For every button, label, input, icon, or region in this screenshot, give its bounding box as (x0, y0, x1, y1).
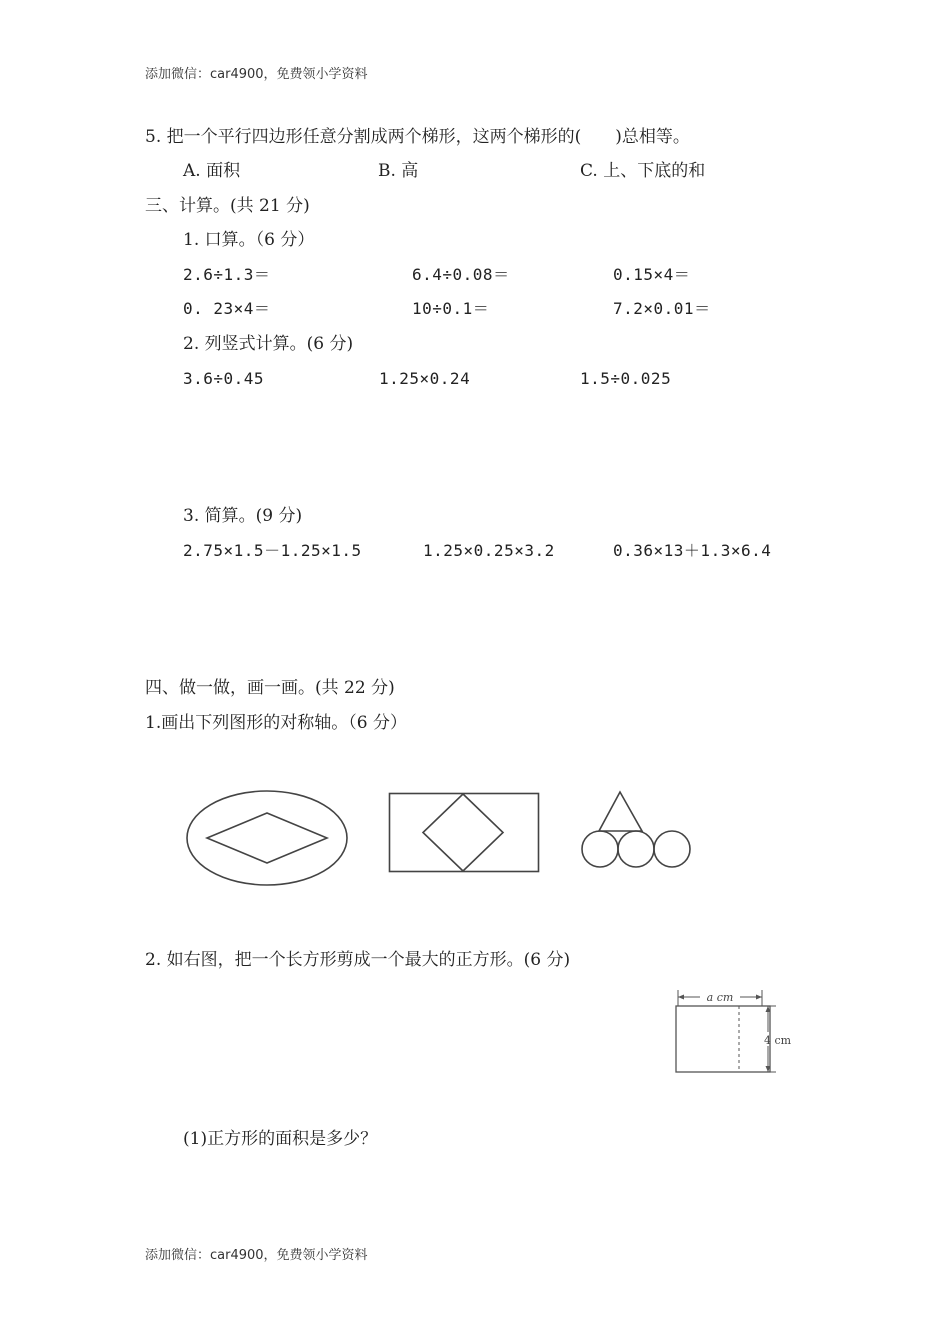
oral-item: 6.4÷0.08＝ (412, 265, 510, 284)
vertical-item: 1.25×0.24 (379, 369, 471, 388)
width-label: a cm (706, 991, 734, 1004)
triangle-circles-figure (580, 789, 694, 871)
circle-shape (618, 831, 654, 867)
q5-option-a: A. 面积 (183, 161, 241, 181)
ellipse-shape (187, 791, 347, 885)
vertical-item: 3.6÷0.45 (183, 369, 265, 388)
rectangle-square-figure (388, 792, 542, 874)
square-area-question: (1)正方形的面积是多少？ (183, 1129, 378, 1149)
circle-shape (654, 831, 690, 867)
height-label: 4 cm (764, 1034, 792, 1047)
oral-item: 7.2×0.01＝ (613, 299, 711, 318)
oral-item: 0.15×4＝ (613, 265, 691, 284)
oral-item: 0. 23×4＝ (183, 299, 271, 318)
circle-shape (582, 831, 618, 867)
symmetry-question: 1.画出下列图形的对称轴。（6 分） (145, 713, 407, 733)
page-header: 添加微信：car4900，免费领小学资料 (145, 67, 368, 82)
rectangle-shape (390, 794, 539, 872)
ellipse-rhombus-figure (183, 788, 353, 890)
section-4-title: 四、做一做，画一画。(共 22 分) (145, 678, 395, 698)
simplify-item: 2.75×1.5－1.25×1.5 (183, 541, 362, 560)
oral-item: 10÷0.1＝ (412, 299, 490, 318)
diamond-shape (423, 794, 503, 871)
triangle-shape (599, 792, 642, 831)
simplify-item: 0.36×13＋1.3×6.4 (613, 541, 772, 560)
section-3-title: 三、计算。(共 21 分) (145, 196, 310, 216)
page-footer: 添加微信：car4900，免费领小学资料 (145, 1248, 368, 1263)
vertical-item: 1.5÷0.025 (580, 369, 672, 388)
question-5-stem: 5. 把一个平行四边形任意分割成两个梯形，这两个梯形的( )总相等。 (145, 127, 690, 147)
oral-calc-title: 1. 口算。（6 分） (183, 230, 315, 250)
rhombus-shape (207, 813, 327, 863)
oral-item: 2.6÷1.3＝ (183, 265, 271, 284)
rectangle-cut-question: 2. 如右图，把一个长方形剪成一个最大的正方形。(6 分) (145, 950, 571, 970)
q5-option-c: C. 上、下底的和 (580, 161, 706, 181)
rectangle-cut-figure (670, 988, 800, 1078)
rectangle-shape (676, 1006, 770, 1072)
q5-option-b: B. 高 (378, 161, 419, 181)
simplify-item: 1.25×0.25×3.2 (423, 541, 555, 560)
vertical-calc-title: 2. 列竖式计算。(6 分) (183, 334, 354, 354)
simplify-title: 3. 简算。(9 分) (183, 506, 303, 526)
